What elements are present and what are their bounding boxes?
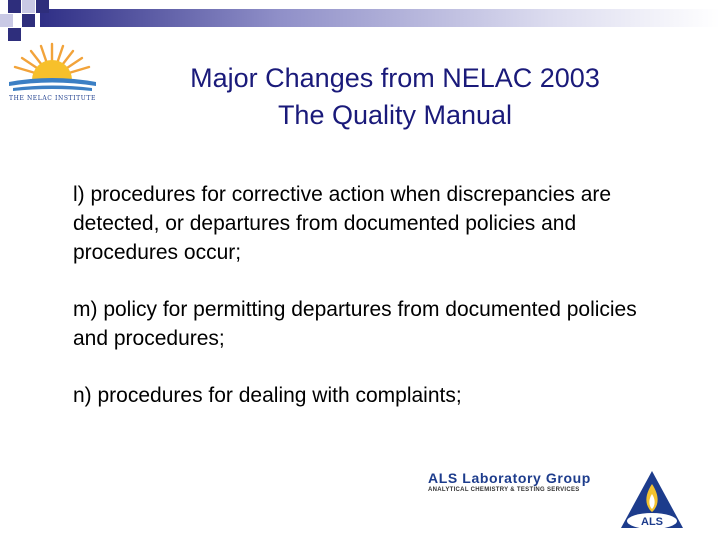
title-line-1: Major Changes from NELAC 2003	[190, 63, 600, 93]
list-item: m) policy for permitting departures from documented policies and procedures;	[73, 298, 637, 350]
als-company-name: ALS Laboratory Group	[428, 470, 591, 486]
list-item: l) procedures for corrective action when discrepancies are detected, or departures from documented policies and procedures occur;	[73, 183, 612, 264]
header-gradient-bar	[40, 9, 720, 27]
accent-square	[22, 0, 35, 13]
page-title	[115, 60, 675, 134]
accent-square	[0, 14, 13, 27]
sunrise-icon	[5, 40, 100, 94]
accent-square	[8, 0, 21, 13]
als-flame-icon	[618, 468, 686, 532]
list-item: n) procedures for dealing with complaints;	[73, 384, 462, 407]
als-mark-text: ALS	[641, 516, 663, 528]
nelac-logo-caption: THE NELAC INSTITUTE	[9, 95, 96, 102]
accent-square	[36, 0, 49, 13]
title-line-2: The Quality Manual	[277, 100, 513, 130]
nelac-institute-logo	[5, 40, 100, 102]
accent-square	[22, 14, 35, 27]
als-tagline: ANALYTICAL CHEMISTRY & TESTING SERVICES	[428, 487, 580, 493]
als-laboratory-logo	[428, 468, 718, 536]
